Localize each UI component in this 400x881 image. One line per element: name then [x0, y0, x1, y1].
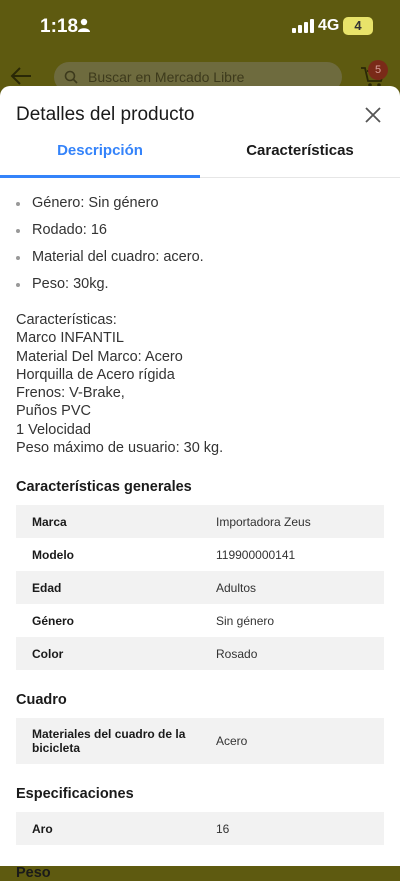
spec-value: Rosado [216, 646, 258, 661]
table-row [16, 812, 384, 845]
cart-badge: 5 [368, 60, 388, 80]
spec-value: Adultos [216, 580, 257, 595]
spec-table-especificaciones [16, 812, 384, 845]
description-line: 1 Velocidad [16, 421, 91, 438]
sheet-title: Detalles del producto [16, 104, 195, 125]
table-row [16, 571, 384, 604]
sheet-header [0, 86, 400, 178]
description-line: Frenos: V-Brake, [16, 385, 125, 402]
person-icon [77, 18, 91, 32]
battery-indicator: 4 [343, 17, 373, 35]
spec-key: Aro [32, 821, 53, 836]
spec-value: 16 [216, 821, 230, 836]
description-text [16, 311, 384, 457]
close-icon[interactable] [362, 104, 384, 126]
description-content [0, 195, 400, 881]
spec-value: Importadora Zeus [216, 514, 311, 529]
section-title-especificaciones: Especificaciones [16, 786, 134, 803]
description-line: Material Del Marco: Acero [16, 348, 183, 365]
spec-value: Acero [216, 734, 248, 749]
back-arrow-icon[interactable] [10, 66, 32, 86]
network-type: 4G [318, 17, 340, 34]
description-line: Características: [16, 312, 117, 328]
spec-key: Género [32, 613, 75, 628]
product-details-sheet [0, 86, 400, 881]
list-item: Género: Sin género [16, 195, 384, 212]
status-bar [0, 0, 400, 52]
list-item: Rodado: 16 [16, 222, 384, 239]
spec-table-cuadro [16, 718, 384, 764]
table-row [16, 718, 384, 764]
status-time: 1:18 [40, 16, 79, 37]
signal-icon [292, 19, 314, 33]
tab-caracteristicas[interactable]: Características [246, 142, 354, 159]
table-row [16, 637, 384, 670]
section-title-general: Características generales [16, 479, 192, 496]
table-row [16, 505, 384, 538]
active-tab-indicator [0, 175, 200, 178]
description-line: Puños PVC [16, 403, 91, 420]
spec-value: Sin género [216, 613, 275, 628]
spec-table-general [16, 505, 384, 670]
list-item: Peso: 30kg. [16, 276, 384, 293]
section-title-cuadro: Cuadro [16, 692, 67, 709]
tab-descripcion[interactable]: Descripción [57, 142, 143, 159]
spec-key: Materiales del cuadro de la bicicleta [32, 727, 186, 756]
list-item: Material del cuadro: acero. [16, 249, 384, 266]
spec-key: Color [32, 646, 64, 661]
table-row [16, 604, 384, 637]
section-title-peso: Peso [16, 865, 51, 881]
spec-key: Edad [32, 580, 62, 595]
description-line: Peso máximo de usuario: 30 kg. [16, 440, 224, 457]
spec-value: 119900000141 [216, 547, 296, 562]
description-line: Horquilla de Acero rígida [16, 366, 175, 383]
table-row [16, 538, 384, 571]
bullet-list [16, 195, 384, 293]
spec-key: Marca [32, 514, 67, 529]
search-icon [64, 70, 78, 84]
description-line: Marco INFANTIL [16, 330, 124, 347]
search-placeholder: Buscar en Mercado Libre [88, 69, 245, 85]
spec-key: Modelo [32, 547, 74, 562]
